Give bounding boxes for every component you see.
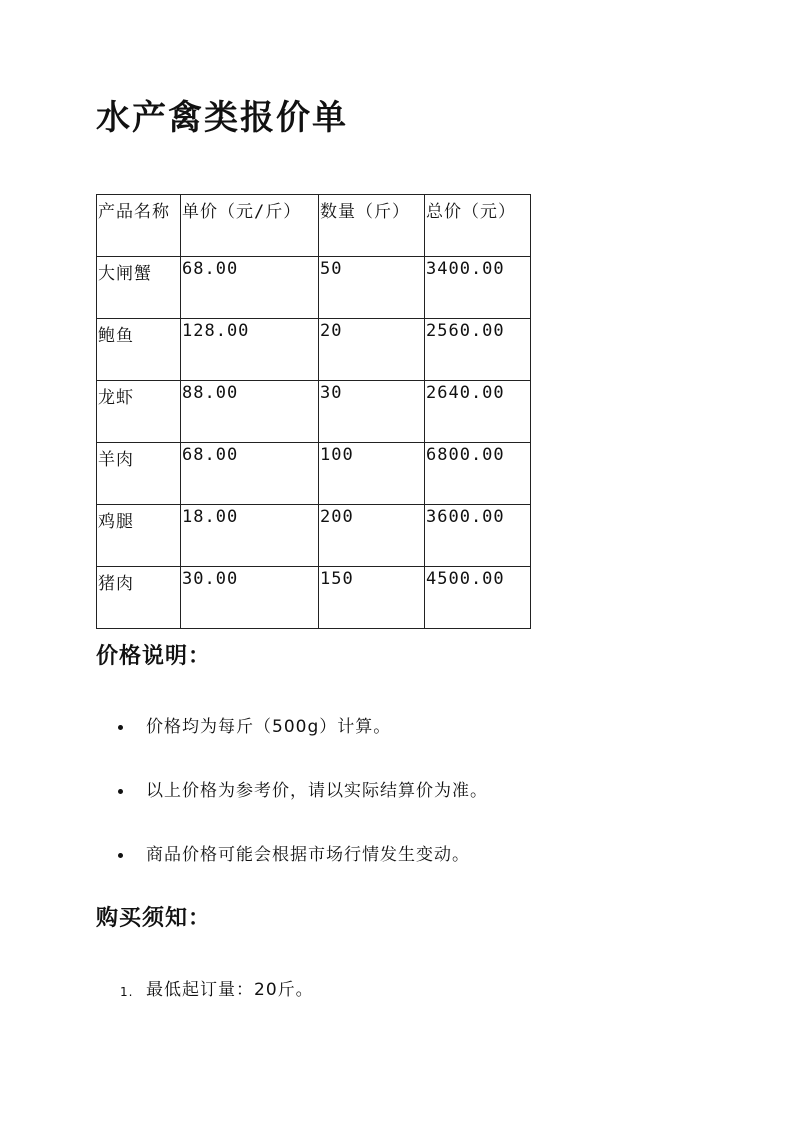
bullet-icon (118, 725, 123, 730)
cell-unit-price: 18.00 (181, 505, 319, 567)
price-notes-list (0, 712, 488, 904)
cell-quantity: 200 (319, 505, 425, 567)
cell-product-name: 大闸蟹 (97, 257, 181, 319)
cell-unit-price: 30.00 (181, 567, 319, 629)
table-row (97, 567, 531, 629)
cell-quantity: 20 (319, 319, 425, 381)
header-quantity: 数量（斤） (319, 195, 425, 257)
table-header-row (97, 195, 531, 257)
list-item (0, 840, 488, 904)
cell-unit-price: 128.00 (181, 319, 319, 381)
cell-product-name: 鸡腿 (97, 505, 181, 567)
list-item (0, 975, 314, 1039)
cell-total-price: 2640.00 (425, 381, 531, 443)
bullet-icon (118, 789, 123, 794)
price-quote-table (96, 194, 531, 629)
table-row (97, 257, 531, 319)
table-row (97, 505, 531, 567)
cell-unit-price: 68.00 (181, 257, 319, 319)
header-unit-price: 单价（元/斤） (181, 195, 319, 257)
list-item (0, 712, 488, 776)
list-item (0, 776, 488, 840)
cell-quantity: 30 (319, 381, 425, 443)
cell-total-price: 6800.00 (425, 443, 531, 505)
bullet-icon (118, 853, 123, 858)
price-note-text: 商品价格可能会根据市场行情发生变动。 (146, 845, 470, 865)
table-row (97, 381, 531, 443)
purchase-notes-list (0, 975, 314, 1039)
cell-quantity: 50 (319, 257, 425, 319)
cell-product-name: 鲍鱼 (97, 319, 181, 381)
list-number: 1. (120, 985, 134, 999)
table-row (97, 319, 531, 381)
price-note-text: 价格均为每斤（500g）计算。 (146, 717, 392, 737)
cell-total-price: 2560.00 (425, 319, 531, 381)
purchase-note-text: 最低起订量：20斤。 (146, 980, 314, 1000)
cell-product-name: 龙虾 (97, 381, 181, 443)
table-row (97, 443, 531, 505)
cell-total-price: 4500.00 (425, 567, 531, 629)
cell-unit-price: 68.00 (181, 443, 319, 505)
cell-quantity: 150 (319, 567, 425, 629)
cell-product-name: 羊肉 (97, 443, 181, 505)
cell-unit-price: 88.00 (181, 381, 319, 443)
cell-quantity: 100 (319, 443, 425, 505)
price-notes-heading: 价格说明： (96, 644, 212, 669)
header-product-name: 产品名称 (97, 195, 181, 257)
cell-product-name: 猪肉 (97, 567, 181, 629)
purchase-notes-heading: 购买须知： (96, 906, 212, 931)
cell-total-price: 3400.00 (425, 257, 531, 319)
document-title: 水产禽类报价单 (96, 98, 348, 138)
cell-total-price: 3600.00 (425, 505, 531, 567)
header-total-price: 总价（元） (425, 195, 531, 257)
price-note-text: 以上价格为参考价，请以实际结算价为准。 (146, 781, 488, 801)
